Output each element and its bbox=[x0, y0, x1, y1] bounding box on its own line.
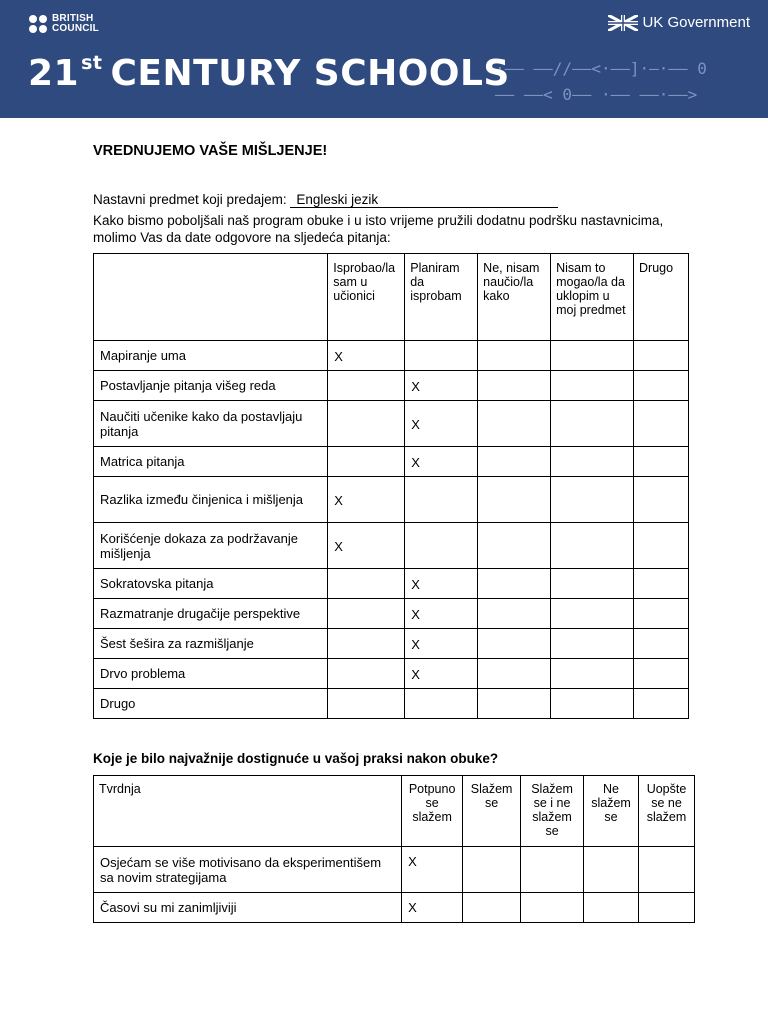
column-header: Planiram da isprobam bbox=[405, 254, 478, 341]
response-cell[interactable] bbox=[551, 569, 634, 599]
question-heading: Koje je bilo najvažnije dostignuće u vašoj praksi nakon obuke? bbox=[93, 751, 499, 766]
response-cell[interactable]: X bbox=[328, 523, 405, 569]
row-label: Naučiti učenike kako da postavljaju pitanja bbox=[94, 401, 328, 447]
response-cell[interactable] bbox=[328, 689, 405, 719]
response-cell[interactable]: X bbox=[402, 847, 463, 893]
column-header: Slažem se bbox=[463, 776, 521, 847]
response-cell[interactable] bbox=[478, 341, 551, 371]
subject-label: Nastavni predmet koji predajem: bbox=[93, 192, 287, 207]
response-cell[interactable]: X bbox=[405, 659, 478, 689]
table-row bbox=[94, 629, 689, 659]
row-label: Drugo bbox=[94, 689, 328, 719]
row-label: Šest šešira za razmišljanje bbox=[94, 629, 328, 659]
british-council-dots-icon bbox=[29, 15, 47, 33]
response-cell[interactable] bbox=[478, 477, 551, 523]
table-row bbox=[94, 477, 689, 523]
response-cell[interactable] bbox=[634, 659, 689, 689]
response-cell[interactable] bbox=[634, 341, 689, 371]
row-label: Drvo problema bbox=[94, 659, 328, 689]
response-cell[interactable] bbox=[634, 569, 689, 599]
response-cell[interactable]: X bbox=[328, 341, 405, 371]
column-header: Uopšte se ne slažem bbox=[639, 776, 695, 847]
response-cell[interactable] bbox=[551, 401, 634, 447]
response-cell[interactable]: X bbox=[405, 599, 478, 629]
response-cell[interactable] bbox=[478, 689, 551, 719]
response-cell[interactable] bbox=[551, 447, 634, 477]
column-header: Ne slažem se bbox=[584, 776, 639, 847]
response-cell[interactable] bbox=[478, 447, 551, 477]
response-cell[interactable] bbox=[584, 847, 639, 893]
response-cell[interactable]: X bbox=[405, 569, 478, 599]
response-cell[interactable]: X bbox=[328, 477, 405, 523]
response-cell[interactable] bbox=[634, 447, 689, 477]
agreement-table bbox=[93, 775, 695, 923]
techniques-table bbox=[93, 253, 689, 719]
table-row bbox=[94, 371, 689, 401]
response-cell[interactable] bbox=[328, 447, 405, 477]
table-row bbox=[94, 569, 689, 599]
response-cell[interactable] bbox=[634, 523, 689, 569]
response-cell[interactable] bbox=[328, 659, 405, 689]
response-cell[interactable] bbox=[478, 371, 551, 401]
response-cell[interactable] bbox=[328, 401, 405, 447]
response-cell[interactable] bbox=[405, 689, 478, 719]
response-cell[interactable] bbox=[478, 569, 551, 599]
subject-line bbox=[93, 192, 558, 208]
response-cell[interactable] bbox=[463, 847, 521, 893]
column-header: Isprobao/la sam u učionici bbox=[328, 254, 405, 341]
table-row bbox=[94, 341, 689, 371]
uk-government-logo bbox=[608, 14, 750, 31]
response-cell[interactable] bbox=[634, 371, 689, 401]
table-row bbox=[94, 689, 689, 719]
form-heading: VREDNUJEMO VAŠE MIŠLJENJE! bbox=[93, 143, 328, 159]
row-label: Razlika između činjenica i mišljenja bbox=[94, 477, 328, 523]
response-cell[interactable] bbox=[551, 477, 634, 523]
table-row bbox=[94, 847, 695, 893]
table-header-row bbox=[94, 776, 695, 847]
table-row bbox=[94, 401, 689, 447]
code-pattern-decoration bbox=[495, 58, 757, 106]
response-cell[interactable]: X bbox=[402, 893, 463, 923]
svg-text:·—— ——//——<·——]·—·—— 0: ·—— ——//——<·——]·—·—— 0 bbox=[495, 59, 707, 78]
british-council-logo bbox=[29, 14, 99, 34]
svg-text:—— ——< 0—— ·—— ——·——>: —— ——< 0—— ·—— ——·——> bbox=[495, 85, 698, 104]
uk-government-label: UK Government bbox=[642, 14, 750, 31]
response-cell[interactable] bbox=[405, 341, 478, 371]
column-header: Ne, nisam naučio/la kako bbox=[478, 254, 551, 341]
response-cell[interactable] bbox=[639, 893, 695, 923]
response-cell[interactable] bbox=[478, 659, 551, 689]
bc-logo-line2: COUNCIL bbox=[52, 23, 99, 34]
subject-value: Engleski jezik bbox=[290, 192, 558, 208]
response-cell[interactable] bbox=[551, 523, 634, 569]
response-cell[interactable] bbox=[521, 893, 584, 923]
column-header: Potpuno se slažem bbox=[402, 776, 463, 847]
intro-text: Kako bismo poboljšali naš program obuke i u isto vrijeme pružili dodatnu podršku nastavnicima, molimo Vas da date odgovore na sljedeća pitanja: bbox=[93, 213, 664, 245]
response-cell[interactable] bbox=[328, 569, 405, 599]
row-label: Matrica pitanja bbox=[94, 447, 328, 477]
table-row bbox=[94, 659, 689, 689]
row-label: Osjećam se više motivisano da eksperimentišem sa novim strategijama bbox=[94, 847, 402, 893]
response-cell[interactable]: X bbox=[405, 629, 478, 659]
table-row bbox=[94, 599, 689, 629]
table-row bbox=[94, 447, 689, 477]
column-header: Drugo bbox=[634, 254, 689, 341]
response-cell[interactable] bbox=[551, 629, 634, 659]
response-cell[interactable]: X bbox=[405, 371, 478, 401]
union-flag-icon bbox=[608, 15, 638, 31]
response-cell[interactable] bbox=[521, 847, 584, 893]
header-banner bbox=[0, 0, 768, 118]
response-cell[interactable] bbox=[478, 523, 551, 569]
response-cell[interactable]: X bbox=[405, 447, 478, 477]
bc-logo-line1: BRITISH bbox=[52, 13, 94, 24]
column-header bbox=[94, 254, 328, 341]
response-cell[interactable] bbox=[551, 659, 634, 689]
column-header: Slažem se i ne slažem se bbox=[521, 776, 584, 847]
response-cell[interactable]: X bbox=[405, 401, 478, 447]
row-label: Postavljanje pitanja višeg reda bbox=[94, 371, 328, 401]
response-cell[interactable] bbox=[551, 689, 634, 719]
response-cell[interactable] bbox=[634, 599, 689, 629]
response-cell[interactable] bbox=[551, 371, 634, 401]
response-cell[interactable] bbox=[634, 629, 689, 659]
response-cell[interactable] bbox=[634, 689, 689, 719]
row-label: Razmatranje drugačije perspektive bbox=[94, 599, 328, 629]
page-title: 21 $^{st}$ CENTURY SCHOOLS bbox=[28, 52, 510, 94]
response-cell[interactable] bbox=[328, 371, 405, 401]
response-cell[interactable] bbox=[478, 629, 551, 659]
response-cell[interactable] bbox=[584, 893, 639, 923]
column-header: Nisam to mogao/la da uklopim u moj predmet bbox=[551, 254, 634, 341]
response-cell[interactable] bbox=[405, 523, 478, 569]
response-cell[interactable] bbox=[328, 599, 405, 629]
row-label: Korišćenje dokaza za podržavanje mišljenja bbox=[94, 523, 328, 569]
response-cell[interactable] bbox=[551, 599, 634, 629]
column-header: Tvrdnja bbox=[94, 776, 402, 847]
response-cell[interactable] bbox=[463, 893, 521, 923]
response-cell[interactable] bbox=[634, 477, 689, 523]
row-label: Mapiranje uma bbox=[94, 341, 328, 371]
row-label: Sokratovska pitanja bbox=[94, 569, 328, 599]
response-cell[interactable] bbox=[328, 629, 405, 659]
response-cell[interactable] bbox=[478, 401, 551, 447]
response-cell[interactable] bbox=[634, 401, 689, 447]
table-row bbox=[94, 523, 689, 569]
response-cell[interactable] bbox=[405, 477, 478, 523]
row-label: Časovi su mi zanimljiviji bbox=[94, 893, 402, 923]
response-cell[interactable] bbox=[639, 847, 695, 893]
table-row bbox=[94, 893, 695, 923]
response-cell[interactable] bbox=[551, 341, 634, 371]
table-header-row bbox=[94, 254, 689, 341]
response-cell[interactable] bbox=[478, 599, 551, 629]
